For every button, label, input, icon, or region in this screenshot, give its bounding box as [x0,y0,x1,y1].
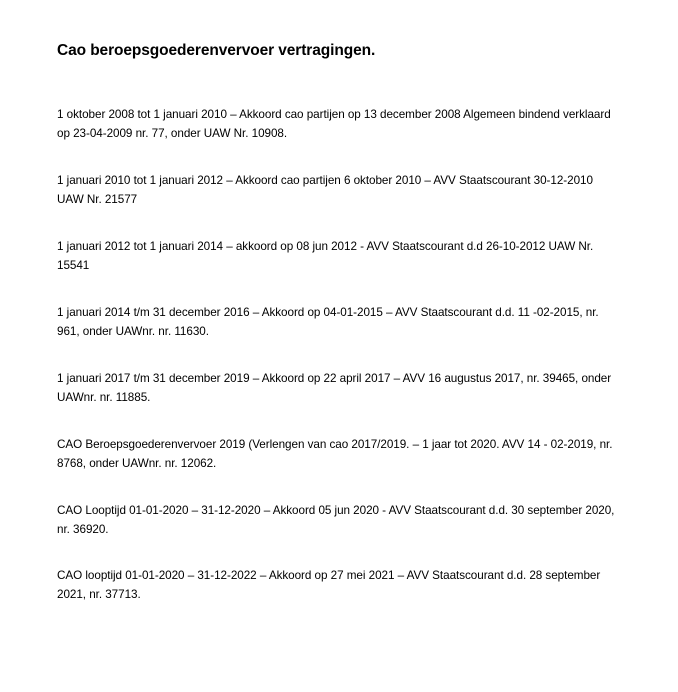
paragraph-block [57,106,616,144]
document-paragraph: CAO Beroepsgoederenvervoer 2019 (Verlengen van cao 2017/2019. – 1 jaar tot 2020. AVV 14 - 02-2019, nr. 8768, onder UAWnr. nr. 12062. [57,437,613,470]
document-paragraph: CAO looptijd 01-01-2020 – 31-12-2022 – Akkoord op 27 mei 2021 – AVV Staatscourant d.d. 28 september 2021, nr. 37713. [57,569,601,602]
paragraph-block [57,304,616,342]
document-paragraph: 1 oktober 2008 tot 1 januari 2010 – Akkoord cao partijen op 13 december 2008 Algemeen bindend verklaard op 23-04-2009 nr. 77, onder UAW Nr. 10908. [57,108,611,141]
paragraph-block [57,370,616,408]
paragraph-block [57,436,616,474]
paragraph-block [57,502,616,540]
paragraph-block [57,172,616,210]
document-paragraph: CAO Looptijd 01-01-2020 – 31-12-2020 – Akkoord 05 jun 2020 - AVV Staatscourant d.d. 30 september 2020, nr. 36920. [57,503,615,536]
page-title: Cao beroepsgoederenvervoer vertragingen. [57,42,376,59]
paragraph-block [57,567,616,605]
document-paragraph: 1 januari 2010 tot 1 januari 2012 – Akkoord cao partijen 6 oktober 2010 – AVV Staatscourant 30-12-2010 UAW Nr. 21577 [57,174,593,206]
document-paragraph: 1 januari 2017 t/m 31 december 2019 – Akkoord op 22 april 2017 – AVV 16 augustus 2017, nr. 39465, onder UAWnr. nr. 11885. [57,371,612,404]
document-paragraph: 1 januari 2014 t/m 31 december 2016 – Akkoord op 04-01-2015 – AVV Staatscourant d.d. 11 -02-2015, nr. 961, onder UAWnr. nr. 11630. [57,305,599,338]
document-paragraph: 1 januari 2012 tot 1 januari 2014 – akkoord op 08 jun 2012 - AVV Staatscourant d.d 26-10-2012 UAW Nr. 15541 [57,239,594,272]
paragraph-block [57,238,616,276]
